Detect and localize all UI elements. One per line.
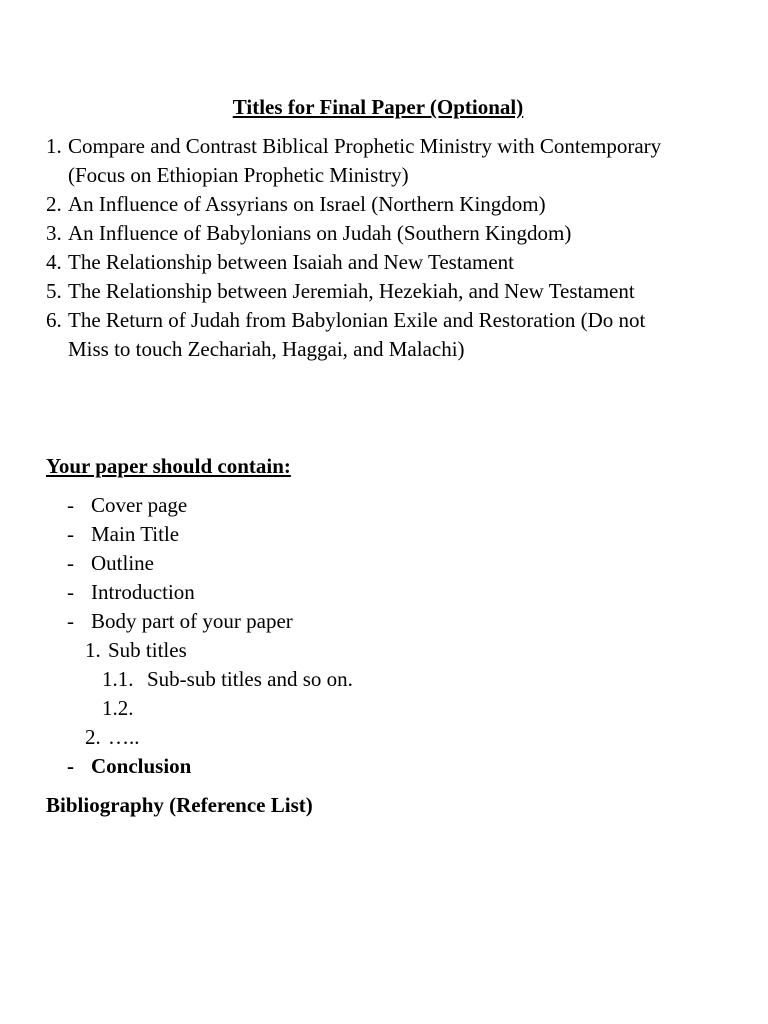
contents-item-body [46,607,696,636]
topic-number: 5. [46,279,62,303]
contents-item-label: Main Title [91,522,180,546]
topic-text: Compare and Contrast Biblical Prophetic Ministry with Contemporary (Focus on Ethiopian Prophetic Ministry) [68,134,662,187]
contents-item-label: Body part of your paper [91,609,293,633]
subitem-number: 2. [85,725,101,749]
subitem-number: 1.1. [102,667,134,691]
contents-item-main-title [46,520,696,549]
contents-subitem-1-2 [46,694,696,723]
topic-text: An Influence of Assyrians on Israel (Northern Kingdom) [68,192,546,216]
topic-item [46,277,746,306]
subitem-label: Sub-sub titles and so on. [147,667,353,691]
contents-item-label: Outline [91,551,154,575]
topic-number: 6. [46,308,62,332]
dash-bullet: - [67,493,74,517]
subitem-number: 1.2. [102,696,134,720]
contents-subitem-2 [46,723,696,752]
dash-bullet: - [67,580,74,604]
contents-item-outline [46,549,696,578]
topic-item [46,132,746,190]
topic-number: 1. [46,134,62,158]
topic-item [46,190,746,219]
topic-item [46,248,746,277]
contents-item-introduction [46,578,696,607]
topic-text: The Relationship between Jeremiah, Hezekiah, and New Testament [68,279,635,303]
contents-heading: Your paper should contain: [46,454,291,478]
contents-item-conclusion [46,752,696,781]
topic-number: 4. [46,250,62,274]
topic-number: 3. [46,221,62,245]
document-title: Titles for Final Paper (Optional) [232,95,524,119]
topic-number: 2. [46,192,62,216]
contents-item-label: Cover page [91,493,188,517]
dash-bullet: - [67,522,74,546]
contents-subitem-sub-titles [46,636,696,665]
contents-list [46,491,696,781]
topic-text: The Return of Judah from Babylonian Exile and Restoration (Do not Miss to touch Zechariah, Haggai, and Malachi) [68,308,646,361]
contents-item-cover-page [46,491,696,520]
topic-list [46,132,746,364]
topic-text: An Influence of Babylonians on Judah (Southern Kingdom) [68,221,572,245]
contents-item-label: Introduction [91,580,195,604]
bibliography-heading: Bibliography (Reference List) [46,793,313,817]
dash-bullet: - [67,754,74,778]
topic-item [46,219,746,248]
contents-item-label: Conclusion [91,754,192,778]
topic-item [46,306,746,364]
subitem-number: 1. [85,638,101,662]
contents-subitem-sub-sub-titles [46,665,696,694]
subitem-label: Sub titles [108,638,187,662]
topic-text: The Relationship between Isaiah and New Testament [68,250,515,274]
dash-bullet: - [67,609,74,633]
subitem-label: ….. [108,725,140,749]
dash-bullet: - [67,551,74,575]
